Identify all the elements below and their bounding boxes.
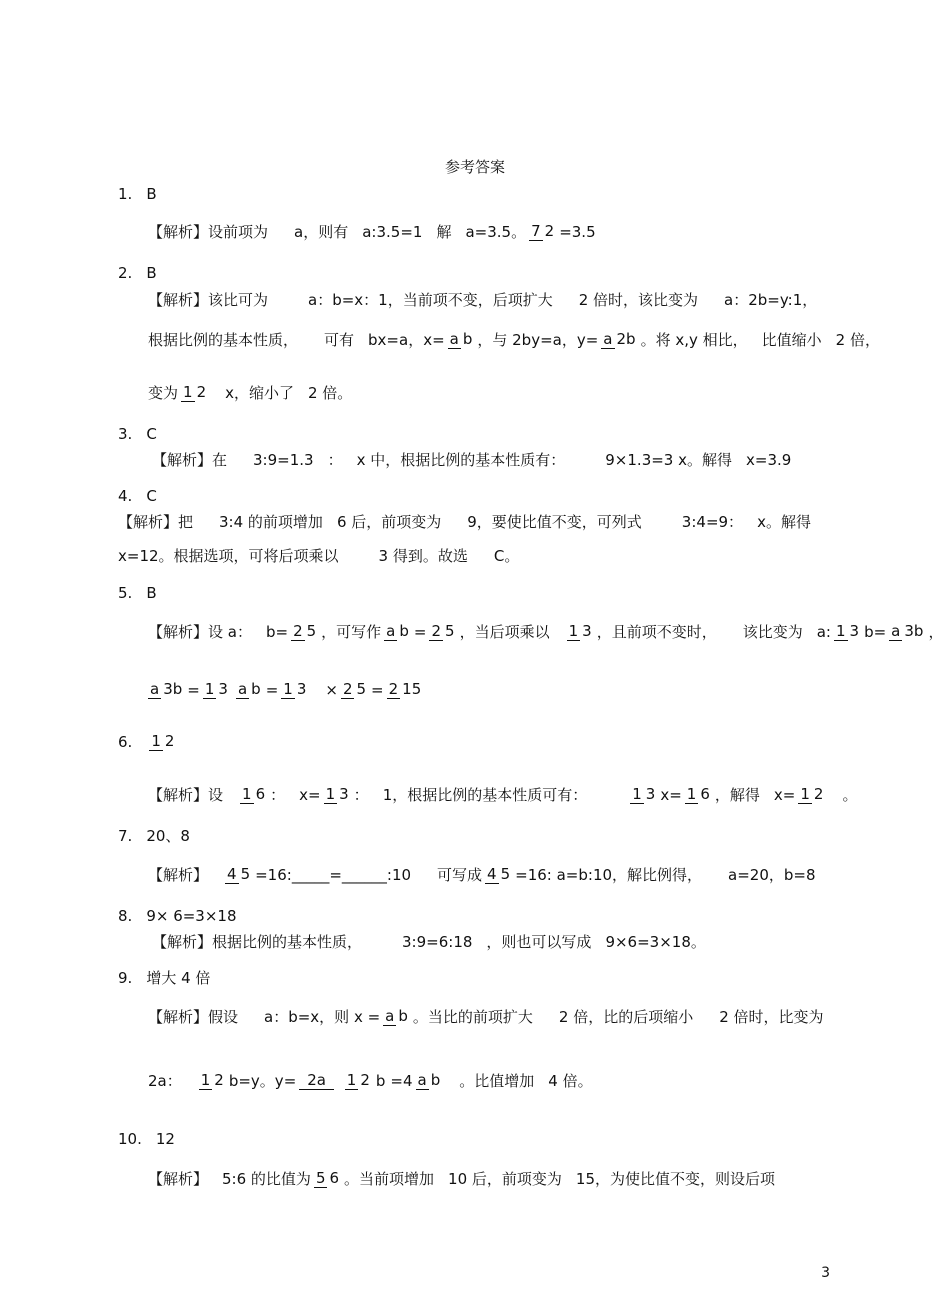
fraction: 4 5: [487, 865, 511, 883]
explanation-text: 【解析】设 a：: [148, 623, 252, 641]
item-number: 7.: [118, 827, 133, 845]
fraction: a 2b: [603, 330, 636, 348]
item-2-explanation-line-3: [148, 373, 352, 413]
explanation-text: 2 倍。: [308, 384, 353, 402]
explanation-text: x=12。根据选项，可将后项乘以: [118, 547, 339, 565]
fraction: 1 2: [800, 785, 824, 803]
explanation-text: x=: [660, 786, 682, 804]
item-1-answer: [118, 184, 157, 204]
fraction: a 3b: [891, 622, 924, 640]
equals-sign: =: [371, 681, 384, 699]
item-number: 6.: [118, 733, 133, 751]
explanation-text: 可有: [324, 331, 355, 349]
equals-sign: =: [265, 681, 279, 699]
answer-text: C: [146, 425, 157, 443]
explanation-text: 。比值增加: [459, 1072, 535, 1090]
explanation-text: a：b=x：1，当前项不变，后项扩大: [308, 291, 553, 309]
item-number: 2.: [118, 264, 133, 282]
explanation-text: ，当后项乘以: [459, 623, 550, 641]
fraction: 1 3: [568, 622, 592, 640]
explanation-text: bx=a，x=: [368, 331, 445, 349]
explanation-text: x=: [773, 786, 796, 804]
item-number: 4.: [118, 487, 133, 505]
fraction: 2 5: [342, 680, 367, 698]
explanation-text: =: [413, 623, 427, 641]
explanation-text: 2 倍，比的后项缩小: [558, 1008, 694, 1026]
explanation-text: 【解析】把: [118, 513, 194, 531]
item-4-explanation-line-2: [118, 546, 519, 566]
explanation-text: 。当前项增加: [344, 1170, 435, 1188]
item-number: 8.: [118, 907, 133, 925]
answer-text: 12: [155, 1130, 175, 1148]
fraction: 1 3: [204, 680, 228, 698]
times-sign: ×: [325, 681, 338, 699]
fraction: 1 6: [686, 785, 710, 803]
explanation-text: ，可写作: [321, 623, 382, 641]
fraction: a b: [237, 680, 261, 698]
explanation-text: 2 倍时，比变为: [719, 1008, 824, 1026]
explanation-text: a=20，b=8: [728, 866, 816, 884]
item-8-explanation: [152, 932, 706, 952]
explanation-text: a，则有: [294, 223, 349, 241]
explanation-text: 。: [511, 223, 527, 241]
item-1-explanation: [148, 212, 596, 252]
fraction: a b: [385, 1007, 408, 1025]
fraction: 1 3: [835, 622, 860, 640]
explanation-text: 4 倍。: [548, 1072, 593, 1090]
explanation-text: ：: [270, 786, 286, 804]
fraction: 1 2: [183, 383, 207, 401]
item-number: 1.: [118, 185, 133, 203]
complex-fraction: 2a 1 2 b: [299, 1072, 387, 1090]
explanation-text: 9×1.3=3 x。解得: [605, 451, 732, 469]
explanation-text: ：: [353, 786, 369, 804]
explanation-text: a:: [816, 623, 831, 641]
fraction: 1 2: [200, 1071, 224, 1089]
answer-text: C: [146, 487, 157, 505]
fraction: 5 6: [315, 1169, 340, 1187]
item-5-explanation-line-1: [148, 612, 943, 652]
explanation-text: 3:4=9：: [681, 513, 744, 531]
item-3-explanation: [152, 450, 791, 470]
item-number: 5.: [118, 584, 133, 602]
explanation-text: 3:9=1.3: [253, 451, 314, 469]
explanation-text: b=: [265, 623, 289, 641]
explanation-text: C。: [493, 547, 520, 565]
explanation-text: x 中，根据比例的基本性质有：: [356, 451, 566, 469]
explanation-text: =16:_____=______:10: [255, 866, 412, 884]
item-7-explanation: [148, 855, 816, 895]
item-number: 9.: [118, 969, 133, 987]
item-7-answer: [118, 826, 190, 846]
explanation-text: a:3.5=1: [362, 223, 423, 241]
explanation-text: =4: [390, 1072, 413, 1090]
item-5-answer: [118, 583, 157, 603]
explanation-text: 【解析】假设: [148, 1008, 239, 1026]
fraction: 2 15: [388, 680, 422, 698]
item-9-answer: [118, 968, 210, 988]
fraction: a 3b: [150, 680, 183, 698]
explanation-text: ，: [928, 623, 944, 641]
explanation-text: =3.5: [559, 223, 596, 241]
answer-text: 9× 6=3×18: [146, 907, 237, 925]
item-9-explanation-line-2: [148, 1046, 593, 1116]
item-8-answer: [118, 906, 237, 926]
fraction: 1 3: [632, 785, 656, 803]
equals-sign: =: [187, 681, 200, 699]
fraction: a b: [449, 330, 473, 348]
explanation-text: 【解析】设前项为: [148, 223, 269, 241]
explanation-text: 解: [436, 223, 452, 241]
explanation-text: a：b=x，则 x =: [264, 1008, 381, 1026]
explanation-text: x=3.9: [746, 451, 792, 469]
item-9-explanation-line-1: [148, 997, 824, 1037]
explanation-text: 【解析】设: [148, 786, 224, 804]
explanation-text: 3 得到。故选: [378, 547, 468, 565]
explanation-text: x，缩小了: [225, 384, 294, 402]
item-10-explanation: [148, 1159, 775, 1199]
explanation-text: x。解得: [757, 513, 811, 531]
explanation-text: 2a：: [148, 1072, 182, 1090]
explanation-text: a：2b=y:1，: [724, 291, 818, 309]
explanation-text: 【解析】根据比例的基本性质，: [152, 933, 363, 951]
explanation-text: 。将 x,y 相比，: [640, 331, 748, 349]
fraction: 2 5: [431, 622, 455, 640]
fraction: 4 5: [227, 865, 251, 883]
explanation-text: 【解析】: [148, 1170, 209, 1188]
explanation-text: ，与 2by=a，y=: [477, 331, 599, 349]
explanation-text: 根据比例的基本性质，: [148, 331, 299, 349]
explanation-text: 6 后，前项变为: [336, 513, 442, 531]
explanation-text: 5:6 的比值为: [222, 1170, 311, 1188]
explanation-text: 。当比的前项扩大: [412, 1008, 533, 1026]
explanation-text: 2 倍时，该比变为: [578, 291, 699, 309]
item-number: 10.: [118, 1130, 142, 1148]
explanation-text: 比值缩小: [761, 331, 822, 349]
fraction: 1 3: [283, 680, 307, 698]
explanation-text: 2 倍，: [835, 331, 880, 349]
explanation-text: b=: [864, 623, 887, 641]
explanation-text: 10 后，前项变为: [448, 1170, 562, 1188]
explanation-text: a=3.5: [465, 223, 512, 241]
explanation-text: 可写成: [437, 866, 483, 884]
fraction: 2 5: [293, 622, 317, 640]
explanation-text: 3:4 的前项增加: [219, 513, 323, 531]
explanation-text: ，则也可以写成: [486, 933, 592, 951]
explanation-text: 15，为使比值不变，则设后项: [575, 1170, 775, 1188]
explanation-text: 。: [842, 786, 858, 804]
item-2-explanation-line-1: [148, 290, 817, 310]
item-4-explanation-line-1: [118, 512, 811, 532]
explanation-text: 【解析】在: [152, 451, 228, 469]
answer-text: B: [146, 185, 157, 203]
explanation-text: =16: a=b:10，解比例得，: [515, 866, 703, 884]
fraction: 1 6: [242, 785, 266, 803]
page-number: 3: [821, 1265, 830, 1281]
explanation-text: b=y。y=: [228, 1072, 297, 1090]
answer-text: B: [146, 264, 157, 282]
explanation-text: 1，根据比例的基本性质可有：: [382, 786, 588, 804]
explanation-text: 【解析】: [148, 866, 209, 884]
explanation-text: 3:9=6:18: [402, 933, 473, 951]
item-6-explanation: [148, 775, 857, 815]
item-5-explanation-line-2: [145, 670, 426, 710]
explanation-text: 【解析】该比可为: [148, 291, 269, 309]
explanation-text: ，解得: [714, 786, 760, 804]
fraction: a b: [386, 622, 409, 640]
item-2-explanation-line-2: [148, 320, 880, 360]
fraction: 1 3: [325, 785, 349, 803]
explanation-text: x=: [299, 786, 321, 804]
item-2-answer: [118, 263, 157, 283]
fraction: 7 2: [531, 222, 555, 240]
fraction: a b: [417, 1071, 441, 1089]
fraction: 1 2: [151, 732, 175, 750]
explanation-text: ：: [327, 451, 343, 469]
explanation-text: 该比变为: [742, 623, 803, 641]
answer-text: 20、8: [146, 827, 190, 845]
explanation-text: 变为: [148, 384, 179, 402]
explanation-text: ，且前项不变时，: [596, 623, 717, 641]
answer-text: 增大 4 倍: [146, 969, 211, 987]
item-10-answer: [118, 1129, 175, 1149]
explanation-text: 9，要使比值不变，可列式: [467, 513, 642, 531]
answer-text: B: [146, 584, 157, 602]
item-6-answer: [118, 722, 179, 762]
item-4-answer: [118, 486, 157, 506]
item-3-answer: [118, 424, 157, 444]
item-number: 3.: [118, 425, 133, 443]
explanation-text: 9×6=3×18。: [605, 933, 706, 951]
page-title: 参考答案: [444, 158, 505, 176]
